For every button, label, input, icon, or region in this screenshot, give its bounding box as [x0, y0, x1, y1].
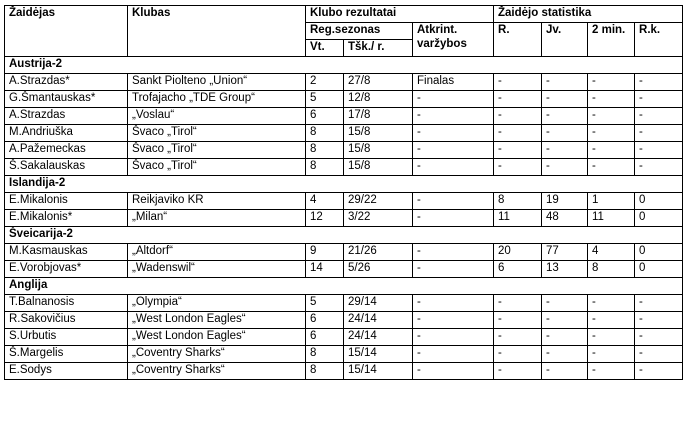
table-row [5, 142, 683, 159]
jv-cell: 77 [542, 244, 588, 261]
playoff-cell: - [413, 244, 494, 261]
section-title: Austrija-2 [5, 57, 683, 74]
two-min-cell: - [588, 159, 635, 176]
jv-cell: - [542, 363, 588, 380]
playoff-cell: - [413, 261, 494, 278]
playoff-cell: - [413, 108, 494, 125]
rk-cell: - [635, 159, 683, 176]
table-row [5, 125, 683, 142]
header-rk: R.k. [635, 23, 683, 57]
club-cell: Švaco „Tirol“ [128, 159, 306, 176]
results-table [4, 5, 683, 380]
rk-cell: - [635, 363, 683, 380]
points-cell: 29/14 [344, 295, 413, 312]
r-cell: 11 [494, 210, 542, 227]
place-cell: 8 [306, 159, 344, 176]
section-row [5, 57, 683, 74]
table-row [5, 261, 683, 278]
place-cell: 14 [306, 261, 344, 278]
rk-cell: - [635, 329, 683, 346]
r-cell: 20 [494, 244, 542, 261]
table-row [5, 74, 683, 91]
player-cell: R.Sakovičius [5, 312, 128, 329]
table-row [5, 159, 683, 176]
jv-cell: - [542, 91, 588, 108]
table-row [5, 193, 683, 210]
two-min-cell: 4 [588, 244, 635, 261]
playoff-cell: - [413, 193, 494, 210]
club-cell: Švaco „Tirol“ [128, 125, 306, 142]
r-cell: 8 [494, 193, 542, 210]
player-cell: M.Andriuška [5, 125, 128, 142]
club-cell: „Olympia“ [128, 295, 306, 312]
results-table-wrapper [4, 5, 683, 380]
r-cell: - [494, 142, 542, 159]
two-min-cell: - [588, 346, 635, 363]
club-cell: „Voslau“ [128, 108, 306, 125]
points-cell: 17/8 [344, 108, 413, 125]
club-cell: „Wadenswil“ [128, 261, 306, 278]
place-cell: 8 [306, 142, 344, 159]
points-cell: 27/8 [344, 74, 413, 91]
jv-cell: - [542, 312, 588, 329]
player-cell: Š.Margelis [5, 346, 128, 363]
playoff-cell: - [413, 329, 494, 346]
table-row [5, 346, 683, 363]
rk-cell: - [635, 312, 683, 329]
place-cell: 4 [306, 193, 344, 210]
points-cell: 12/8 [344, 91, 413, 108]
header-club-results: Klubo rezultatai [306, 6, 494, 23]
player-cell: S.Urbutis [5, 329, 128, 346]
rk-cell: 0 [635, 210, 683, 227]
playoff-cell: - [413, 159, 494, 176]
header-player-stats: Žaidėjo statistika [494, 6, 683, 23]
jv-cell: - [542, 295, 588, 312]
place-cell: 8 [306, 125, 344, 142]
header-reg-season: Reg.sezonas [306, 23, 413, 40]
two-min-cell: - [588, 108, 635, 125]
place-cell: 6 [306, 108, 344, 125]
place-cell: 6 [306, 329, 344, 346]
rk-cell: - [635, 295, 683, 312]
jv-cell: 13 [542, 261, 588, 278]
playoff-cell: - [413, 363, 494, 380]
player-cell: E.Sodys [5, 363, 128, 380]
table-row [5, 363, 683, 380]
two-min-cell: - [588, 74, 635, 91]
club-cell: „Coventry Sharks“ [128, 363, 306, 380]
two-min-cell: - [588, 142, 635, 159]
header-row-1 [5, 6, 683, 23]
section-title: Anglija [5, 278, 683, 295]
rk-cell: - [635, 91, 683, 108]
points-cell: 24/14 [344, 312, 413, 329]
r-cell: - [494, 91, 542, 108]
two-min-cell: - [588, 125, 635, 142]
player-cell: M.Kasmauskas [5, 244, 128, 261]
points-cell: 21/26 [344, 244, 413, 261]
rk-cell: - [635, 74, 683, 91]
r-cell: - [494, 329, 542, 346]
club-cell: „Milan“ [128, 210, 306, 227]
r-cell: 6 [494, 261, 542, 278]
rk-cell: 0 [635, 193, 683, 210]
r-cell: - [494, 312, 542, 329]
club-cell: „West London Eagles“ [128, 329, 306, 346]
points-cell: 15/8 [344, 142, 413, 159]
points-cell: 15/14 [344, 346, 413, 363]
section-title: Šveicarija-2 [5, 227, 683, 244]
club-cell: Reikjaviko KR [128, 193, 306, 210]
table-row [5, 108, 683, 125]
club-cell: Sankt Piolteno „Union“ [128, 74, 306, 91]
jv-cell: 19 [542, 193, 588, 210]
rk-cell: - [635, 346, 683, 363]
two-min-cell: - [588, 295, 635, 312]
place-cell: 5 [306, 295, 344, 312]
rk-cell: - [635, 125, 683, 142]
two-min-cell: - [588, 312, 635, 329]
player-cell: A.Strazdas [5, 108, 128, 125]
two-min-cell: - [588, 329, 635, 346]
r-cell: - [494, 346, 542, 363]
header-two-min: 2 min. [588, 23, 635, 57]
rk-cell: 0 [635, 244, 683, 261]
playoff-cell: - [413, 346, 494, 363]
place-cell: 9 [306, 244, 344, 261]
r-cell: - [494, 74, 542, 91]
r-cell: - [494, 125, 542, 142]
header-r: R. [494, 23, 542, 57]
player-cell: A.Strazdas* [5, 74, 128, 91]
two-min-cell: - [588, 363, 635, 380]
two-min-cell: - [588, 91, 635, 108]
points-cell: 15/14 [344, 363, 413, 380]
place-cell: 12 [306, 210, 344, 227]
points-cell: 3/22 [344, 210, 413, 227]
club-cell: Trofajacho „TDE Group“ [128, 91, 306, 108]
player-cell: G.Šmantauskas* [5, 91, 128, 108]
points-cell: 15/8 [344, 159, 413, 176]
player-cell: E.Mikalonis [5, 193, 128, 210]
playoff-cell: - [413, 312, 494, 329]
rk-cell: - [635, 142, 683, 159]
jv-cell: - [542, 125, 588, 142]
table-row [5, 329, 683, 346]
player-cell: E.Mikalonis* [5, 210, 128, 227]
section-row [5, 176, 683, 193]
playoff-cell: - [413, 125, 494, 142]
player-cell: T.Balnanosis [5, 295, 128, 312]
club-cell: „Coventry Sharks“ [128, 346, 306, 363]
r-cell: - [494, 363, 542, 380]
table-body [5, 6, 683, 380]
points-cell: 15/8 [344, 125, 413, 142]
points-cell: 24/14 [344, 329, 413, 346]
header-points: Tšk./ r. [344, 40, 413, 57]
r-cell: - [494, 159, 542, 176]
club-cell: „West London Eagles“ [128, 312, 306, 329]
place-cell: 8 [306, 346, 344, 363]
player-cell: Š.Sakalauskas [5, 159, 128, 176]
table-row [5, 210, 683, 227]
place-cell: 8 [306, 363, 344, 380]
club-cell: „Altdorf“ [128, 244, 306, 261]
points-cell: 5/26 [344, 261, 413, 278]
section-row [5, 278, 683, 295]
jv-cell: - [542, 346, 588, 363]
two-min-cell: 1 [588, 193, 635, 210]
place-cell: 5 [306, 91, 344, 108]
place-cell: 6 [306, 312, 344, 329]
playoff-cell: - [413, 210, 494, 227]
header-jv: Jv. [542, 23, 588, 57]
header-place: Vt. [306, 40, 344, 57]
header-playoffs: Atkrint. varžybos [413, 23, 494, 57]
jv-cell: - [542, 142, 588, 159]
rk-cell: - [635, 108, 683, 125]
place-cell: 2 [306, 74, 344, 91]
club-cell: Švaco „Tirol“ [128, 142, 306, 159]
header-player: Žaidėjas [5, 6, 128, 57]
r-cell: - [494, 295, 542, 312]
jv-cell: - [542, 159, 588, 176]
table-row [5, 295, 683, 312]
section-row [5, 227, 683, 244]
table-row [5, 244, 683, 261]
two-min-cell: 11 [588, 210, 635, 227]
playoff-cell: - [413, 295, 494, 312]
rk-cell: 0 [635, 261, 683, 278]
two-min-cell: 8 [588, 261, 635, 278]
playoff-cell: - [413, 91, 494, 108]
r-cell: - [494, 108, 542, 125]
header-club: Klubas [128, 6, 306, 57]
section-title: Islandija-2 [5, 176, 683, 193]
table-row [5, 312, 683, 329]
jv-cell: 48 [542, 210, 588, 227]
playoff-cell: Finalas [413, 74, 494, 91]
jv-cell: - [542, 108, 588, 125]
player-cell: A.Pažemeckas [5, 142, 128, 159]
table-row [5, 91, 683, 108]
points-cell: 29/22 [344, 193, 413, 210]
jv-cell: - [542, 74, 588, 91]
player-cell: E.Vorobjovas* [5, 261, 128, 278]
jv-cell: - [542, 329, 588, 346]
playoff-cell: - [413, 142, 494, 159]
